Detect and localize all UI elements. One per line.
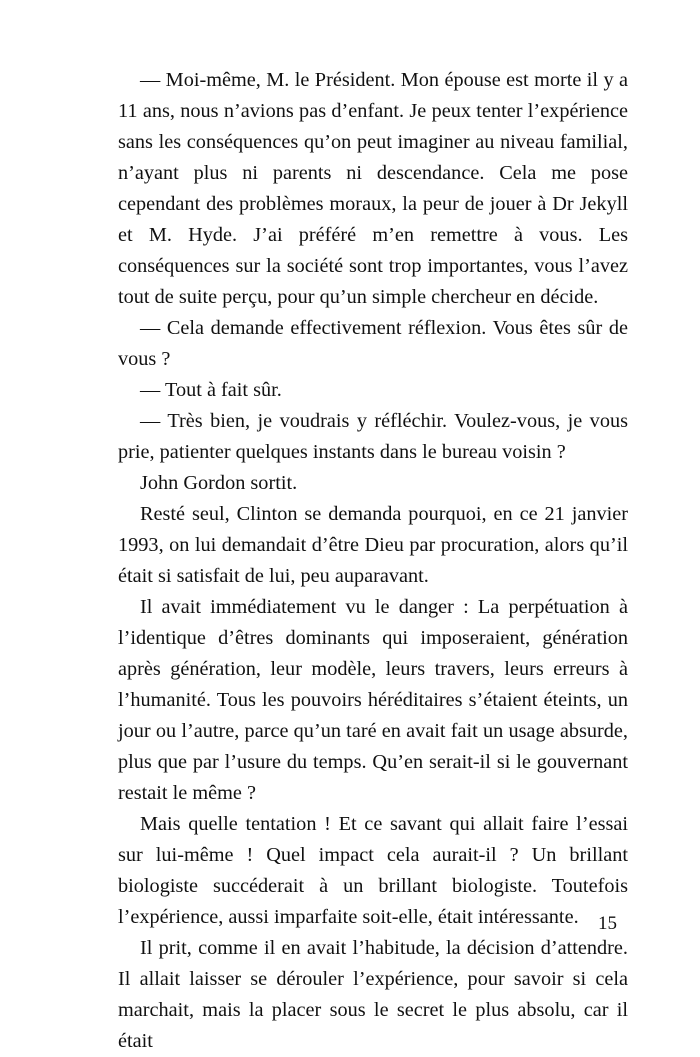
page-number: 15 — [598, 913, 617, 934]
paragraph: John Gordon sortit. — [140, 472, 298, 494]
paragraph: Il prit, comme il en avait l’habitude, la décision d’attendre. Il allait laisser se dérouler l’expérience, pour savoir si cela marchait, mais la placer sous le secret le plus absolu, car il était — [118, 937, 628, 1052]
paragraph: Il avait immédiatement vu le danger : La perpétuation à l’identique d’êtres dominants qui imposeraient, génération après génération, leur modèle, leurs travers, leurs erreurs à l’humanité. Tous les pouvoirs héréditaires s’étaient éteints, un jour ou l’autre, parce qu’un taré en avait fait un usage absurde, plus que par l’usure du temps. Qu’en serait-il si le gouvernant restait le même ? — [118, 596, 628, 804]
paragraph: — Moi-même, M. le Président. Mon épouse est morte il y a 11 ans, nous n’avions pas d’enfant. Je peux tenter l’expérience sans les conséquences qu’on peut imaginer au niveau familial, n’ayant plus ni parents ni descendance. Cela me pose cependant des problèmes moraux, la peur de jouer à Dr Jekyll et M. Hyde. J’ai préféré m’en remettre à vous. Les conséquences sur la société sont trop importantes, vous l’avez tout de suite perçu, pour qu’un simple chercheur en décide. — [118, 69, 628, 308]
body-text — [118, 65, 628, 1057]
paragraph: Resté seul, Clinton se demanda pourquoi, en ce 21 janvier 1993, on lui demandait d’être Dieu par procuration, alors qu’il était si satisfait de lui, peu auparavant. — [118, 503, 628, 587]
paragraph: Mais quelle tentation ! Et ce savant qui allait faire l’essai sur lui-même ! Quel impact cela aurait-il ? Un brillant biologiste succéderait à un brillant biologiste. Toutefois l’expérience, aussi imparfaite soit-elle, était intéressante. — [118, 813, 628, 928]
paragraph: — Cela demande effectivement réflexion. Vous êtes sûr de vous ? — [118, 317, 628, 370]
paragraph: — Très bien, je voudrais y réfléchir. Voulez-vous, je vous prie, patienter quelques instants dans le bureau voisin ? — [118, 410, 628, 463]
paragraph: — Tout à fait sûr. — [140, 379, 282, 401]
